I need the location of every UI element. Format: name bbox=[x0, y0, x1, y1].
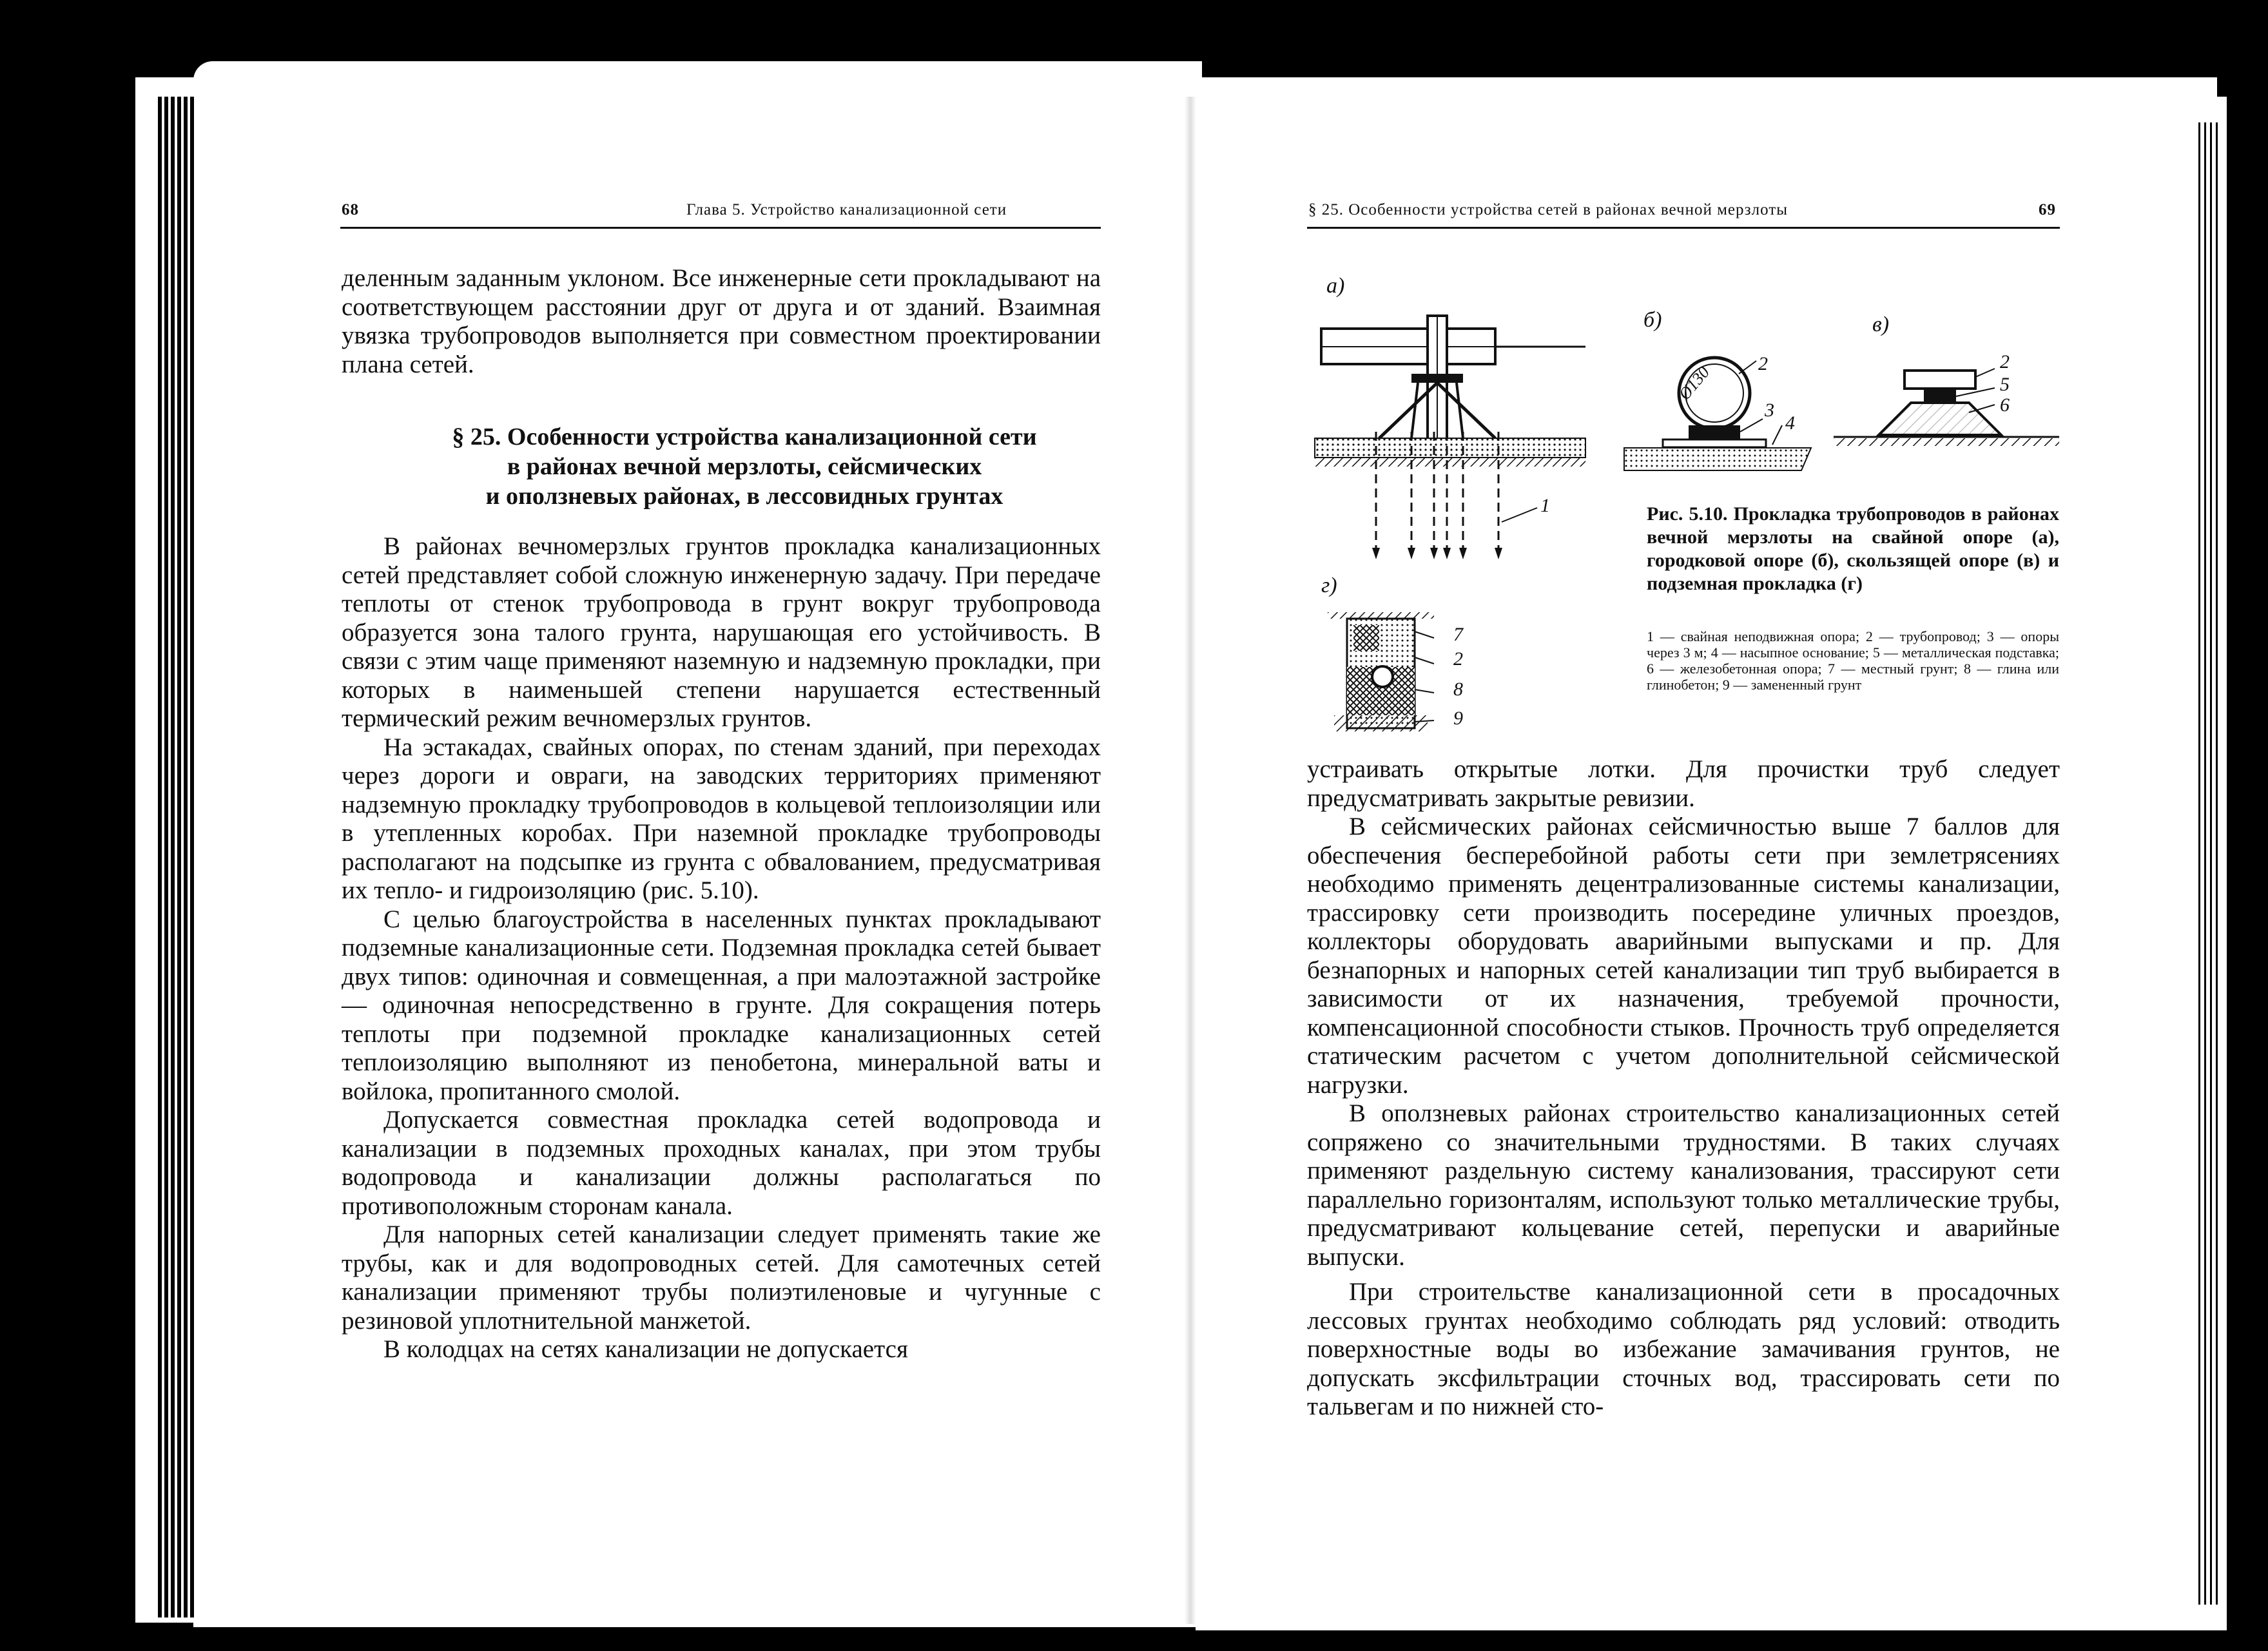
figure-g-callout-2: 2 bbox=[1453, 648, 1463, 670]
figure-panel-label-g: г) bbox=[1321, 574, 1337, 597]
right-page-number: 69 bbox=[2039, 201, 2056, 218]
left-running-head: Глава 5. Устройство канализационной сети bbox=[686, 201, 1007, 218]
figure-panel-label-b: б) bbox=[1643, 308, 1662, 332]
book-gutter bbox=[1185, 97, 1196, 1624]
left-intro-paragraph: деленным заданным уклоном. Все инженерные сети прокладывают на соответствующем расстоянии друг от друга и от зданий. Взаимная увязка трубопроводов выполняется при совместном проектировании плана сетей. bbox=[342, 264, 1101, 378]
right-paragraph: устраивать открытые лотки. Для прочистки труб следует предусматривать закрытые ревизии. bbox=[1307, 755, 2060, 812]
figure-g-underground bbox=[1328, 612, 1457, 741]
section-title bbox=[342, 422, 1147, 511]
left-paragraph: Для напорных сетей канализации следует применять такие же трубы, как и для водопроводных сетей. Для самотечных сетей канализации применяют трубы полиэтиленовые и чугунные с резиновой уплотнительной манжетой. bbox=[342, 1221, 1101, 1335]
right-running-head: § 25. Особенности устройства сетей в районах вечной мерзлоты bbox=[1308, 201, 1788, 218]
figure-g-callout-9: 9 bbox=[1453, 708, 1463, 729]
figure-a-callout-1: 1 bbox=[1540, 495, 1550, 516]
figure-v-callout-5: 5 bbox=[2000, 374, 2010, 395]
left-paragraph: В колодцах на сетях канализации не допускается bbox=[383, 1335, 908, 1363]
scan-border-left bbox=[0, 0, 135, 1651]
left-paragraph: На эстакадах, свайных опорах, по стенам зданий, при переходах через дороги и овраги, на заводских территориях применяют надземную прокладку трубопроводов в кольцевой теплоизоляции или в утепленных коробах. При наземной прокладке трубопроводы располагают на подсыпке из грунта с обвалованием, предусматривая их тепло- и гидроизоляцию (рис. 5.10). bbox=[342, 733, 1101, 904]
left-header-rule bbox=[340, 227, 1101, 229]
book-edge-right bbox=[2195, 122, 2220, 1605]
left-page-number: 68 bbox=[342, 201, 359, 218]
section-title-line: и оползневых районах, в лессовидных грунтах bbox=[485, 483, 1003, 510]
figure-a-pile-support bbox=[1315, 303, 1585, 574]
figure-v-sliding-support bbox=[1834, 361, 2059, 464]
figure-caption-title: Рис. 5.10. Прокладка трубопроводов в районах вечной мерзлоты на свайной опоре (а), городковой опоре (б), скользящей опоре (в) и подземная прокладка (г) bbox=[1647, 503, 2059, 594]
right-header-rule bbox=[1307, 227, 2060, 229]
figure-v-callout-2: 2 bbox=[2000, 351, 2010, 372]
figure-panel-label-a: а) bbox=[1326, 274, 1345, 298]
figure-v-callout-6: 6 bbox=[2000, 394, 2010, 416]
left-intro-block bbox=[342, 264, 1101, 379]
figure-b-diameter-label: Ø130 bbox=[1674, 363, 1714, 404]
figure-b-ring-support bbox=[1624, 335, 1817, 477]
figure-g-callout-7: 7 bbox=[1453, 624, 1463, 645]
right-paragraph: В оползневых районах строительство канализационных сетей сопряжено со значительными трудностями. В таких случаях применяют раздельную систему канализования, трассируют сети параллельно горизонталям, используют только металлические трубы, предусматривают кольцевание сетей, перепуски и аварийные выпуски. bbox=[1307, 1099, 2060, 1271]
right-paragraph: В сейсмических районах сейсмичностью выше 7 баллов для обеспечения бесперебойной работы сети при землетрясениях необходимо применять децентрализованные системы канализации, трассировку сети производить посередине уличных проездов, коллекторы оборудовать аварийными выпусками и пр. Для безнапорных и напорных сетей канализации тип труб выбирается в зависимости от их назначения, требуемой прочности, компенсационной способности стыков. Прочность труб определяется статическим расчетом с учетом дополнительной сейсмической нагрузки. bbox=[1307, 813, 2060, 1099]
figure-g-callout-8: 8 bbox=[1453, 679, 1463, 700]
left-body bbox=[342, 532, 1101, 1364]
section-title-line: в районах вечной мерзлоты, сейсмических bbox=[507, 453, 982, 480]
figure-caption-legend: 1 — свайная неподвижная опора; 2 — трубопровод; 3 — опоры через 3 м; 4 — насыпное основание; 5 — металлическая подставка; 6 — железобетонная опора; 7 — местный грунт; 8 — глина или глинобетон; 9 — замененный грунт bbox=[1647, 628, 2059, 693]
left-paragraph: Допускается совместная прокладка сетей водопровода и канализации в подземных проходных каналах, при этом трубы водопровода и канализации должны располагаться по противоположным сторонам канала. bbox=[342, 1106, 1101, 1220]
right-paragraph: При строительстве канализационной сети в просадочных лессовых грунтах необходимо соблюдать ряд условий: отводить поверхностные воды во избежание замачивания грунтов, не допускать эксфильтрации сточных вод, трассировать сети по тальвегам и по нижней сто- bbox=[1307, 1278, 2060, 1420]
left-paragraph: В районах вечномерзлых грунтов прокладка канализационных сетей представляет собой сложную инженерную задачу. При передаче теплоты от стенок трубопровода в грунт вокруг трубопровода образуется зона талого грунта, нарушающая его устойчивость. В связи с этим чаще применяют наземную и надземную прокладки, при которых в наименьшей степени нарушается естественный термический режим вечномерзлых грунтов. bbox=[342, 532, 1101, 732]
left-paragraph: С целью благоустройства в населенных пунктах прокладывают подземные канализационные сети. Подземная прокладка сетей бывает двух типов: одиночная и совмещенная, а при малоэтажной застройке — одиночная непосредственно в грунте. Для сокращения потерь теплоты при подземной прокладке канализационных сетей теплоизоляцию выполняют из пенобетона, минеральной ваты и войлока, пропитанного смолой. bbox=[342, 905, 1101, 1105]
figure-b-callout-3: 3 bbox=[1765, 400, 1774, 421]
figure-b-callout-4: 4 bbox=[1785, 412, 1795, 434]
book-edge-left bbox=[158, 97, 197, 1617]
right-body bbox=[1307, 755, 2060, 1422]
section-title-line: § 25. Особенности устройства канализационной сети bbox=[452, 423, 1037, 450]
figure-b-callout-2: 2 bbox=[1758, 353, 1768, 374]
figure-panel-label-v: в) bbox=[1872, 313, 1890, 336]
